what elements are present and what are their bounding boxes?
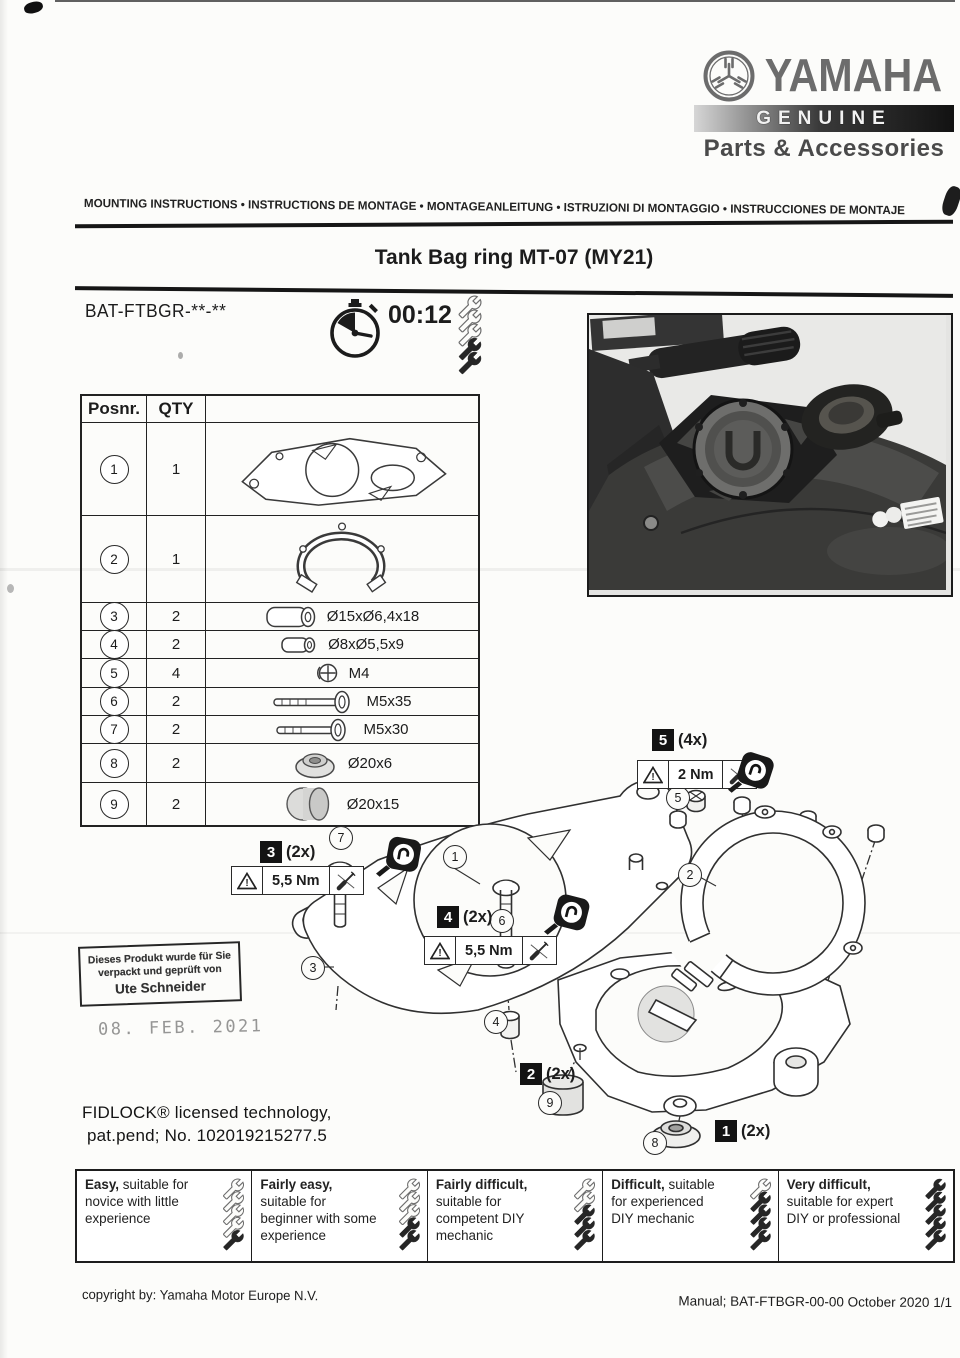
- torque-spec-3: [231, 866, 364, 895]
- part-spec: M5x30: [363, 721, 409, 738]
- torque-value: 5,5 Nm: [262, 867, 329, 894]
- part-illustration-spacer-large: [206, 603, 478, 630]
- pos-badge: 9: [100, 790, 129, 819]
- scan-artifact-top-edge: [55, 0, 955, 2]
- table-row: [82, 603, 478, 631]
- torx-tool-icon: [540, 894, 596, 942]
- col-illustration: [206, 396, 478, 422]
- part-illustration-nut: [206, 659, 478, 687]
- callout-9: 9: [538, 1091, 562, 1115]
- step-count: (4x): [678, 730, 708, 749]
- genuine-banner: GENUINE: [694, 105, 954, 132]
- torx-tool-icon: [372, 836, 428, 884]
- callout-5: 5: [666, 786, 690, 810]
- table-row: [82, 631, 478, 659]
- step-count: (2x): [546, 1064, 576, 1083]
- torque-spec-4: [424, 936, 557, 965]
- manual-reference: Manual; BAT-FTBGR-00-00 October 2020 1/1: [678, 1293, 953, 1311]
- table-row: [82, 688, 478, 716]
- pos-badge: 7: [100, 715, 129, 744]
- qty-cell: 2: [147, 783, 206, 825]
- warning-triangle-icon: [232, 867, 262, 894]
- qty-cell: 1: [147, 516, 206, 602]
- pos-badge: 3: [100, 602, 129, 631]
- step-label-1: [715, 1120, 770, 1142]
- table-row: [82, 516, 478, 603]
- scan-edge-shadow: [0, 0, 8, 1358]
- difficulty-desc: suitable for beginner with some experience: [260, 1193, 377, 1243]
- torque-value: 2 Nm: [668, 761, 722, 788]
- qty-cell: 2: [147, 716, 206, 743]
- wrench-rating-icon: [570, 1178, 599, 1253]
- warning-triangle-icon: [425, 937, 455, 964]
- difficulty-fairly-difficult: [428, 1171, 603, 1261]
- qty-cell: 2: [147, 744, 206, 782]
- header-rule: [75, 220, 953, 229]
- pos-badge: 4: [100, 630, 129, 659]
- part-spec: Ø20x15: [346, 795, 400, 813]
- difficulty-desc: suitable for expert DIY or professional: [786, 1193, 901, 1226]
- wrench-rating-icon: [746, 1178, 775, 1253]
- step-label-4: [437, 906, 492, 928]
- wrench-rating-icon: [219, 1178, 248, 1253]
- parts-accessories-label: Parts & Accessories: [703, 135, 945, 162]
- callout-6: 6: [490, 909, 514, 933]
- stamp-line: verpackt und geprüft von: [97, 963, 222, 980]
- part-spec: M4: [348, 664, 370, 682]
- fidlock-line2: pat.pend; No. 102019215277.5: [87, 1125, 328, 1145]
- table-header-row: [82, 396, 478, 423]
- scan-artifact-corner-mark: [23, 0, 44, 15]
- pos-badge: 8: [100, 749, 129, 778]
- qty-cell: 2: [147, 631, 206, 658]
- callout-7: 7: [329, 826, 353, 850]
- col-posnr: Posnr.: [82, 396, 147, 422]
- screwdriver-icon: [329, 867, 363, 894]
- exploded-diagram: [228, 718, 960, 1170]
- part-illustration-ring: [206, 516, 478, 602]
- difficulty-label: Fairly difficult,: [435, 1177, 528, 1192]
- part-illustration-screw-long: [206, 688, 478, 715]
- scan-speck: [178, 352, 183, 359]
- step-number: 4: [437, 906, 459, 928]
- effort-wrench-rating: [454, 295, 486, 377]
- page-title: Tank Bag ring MT-07 (MY21): [374, 246, 654, 269]
- difficulty-easy: [77, 1171, 252, 1261]
- scan-speck: [7, 584, 14, 593]
- part-illustration-bracket: [206, 423, 478, 515]
- part-spec: Ø15xØ6,4x18: [326, 608, 420, 625]
- callout-2: 2: [678, 863, 702, 887]
- step-number: 1: [715, 1120, 737, 1142]
- qty-cell: 1: [147, 423, 206, 515]
- pos-badge: 1: [100, 455, 129, 484]
- step-label-2: [520, 1063, 575, 1085]
- step-count: (2x): [286, 842, 316, 861]
- torque-value: 5,5 Nm: [455, 937, 522, 964]
- callout-4: 4: [484, 1010, 508, 1034]
- difficulty-label: Easy,: [85, 1177, 119, 1192]
- assembly-time-block: [326, 297, 476, 383]
- part-code: BAT-FTBGR-**-**: [85, 301, 227, 321]
- pos-badge: 2: [100, 545, 129, 574]
- step-label-5: [652, 729, 707, 751]
- part-spec: Ø8xØ5,5x9: [328, 636, 404, 653]
- diagram-line-art: [228, 718, 960, 1170]
- qty-cell: 2: [147, 688, 206, 715]
- qty-cell: 2: [147, 603, 206, 630]
- part-spec: M5x35: [366, 693, 412, 710]
- brand-wordmark: YAMAHA: [764, 49, 942, 102]
- copyright-text: copyright by: Yamaha Motor Europe N.V.: [81, 1287, 319, 1304]
- step-number: 2: [520, 1063, 542, 1085]
- step-label-3: [260, 841, 315, 863]
- col-qty: QTY: [147, 396, 206, 422]
- part-spec: Ø20x6: [347, 754, 393, 772]
- difficulty-label: Fairly easy,: [260, 1177, 333, 1192]
- step-count: (2x): [741, 1121, 771, 1140]
- part-illustration-spacer-small: [206, 631, 478, 658]
- difficulty-very-difficult: [779, 1171, 953, 1261]
- stamp-packer-name: Ute Schneider: [114, 978, 207, 997]
- qty-cell: 4: [147, 659, 206, 687]
- fidlock-line1: FIDLOCK® licensed technology,: [82, 1103, 332, 1122]
- callout-8: 8: [643, 1131, 667, 1155]
- languages-line: MOUNTING INSTRUCTIONS • INSTRUCTIONS DE MONTAGE • MONTAGEANLEITUNG • ISTRUZIONI DI MONTAGGIO • INSTRUCCIONES DE MONTAJE: [83, 196, 906, 218]
- table-row: [82, 423, 478, 516]
- callout-3: 3: [301, 956, 325, 980]
- packing-stamp: [78, 941, 242, 1007]
- assembly-time: 00:12: [388, 301, 452, 329]
- difficulty-label: Very difficult,: [786, 1177, 871, 1192]
- difficulty-fairly-easy: [252, 1171, 427, 1261]
- difficulty-difficult: [603, 1171, 778, 1261]
- wrench-rating-icon: [921, 1178, 950, 1253]
- warning-triangle-icon: [638, 761, 668, 788]
- difficulty-desc: suitable for competent DIY mechanic: [435, 1193, 525, 1243]
- date-stamp: 08. FEB. 2021: [97, 1016, 264, 1040]
- step-number: 5: [652, 729, 674, 751]
- difficulty-label: Difficult,: [611, 1177, 665, 1192]
- title-rule: [75, 286, 953, 298]
- table-row: [82, 659, 478, 688]
- step-number: 3: [260, 841, 282, 863]
- difficulty-legend: [75, 1169, 955, 1263]
- torx-tool-icon: [724, 752, 780, 800]
- yamaha-logo-block: [692, 50, 956, 163]
- product-photo: [587, 313, 953, 597]
- difficulty-desc: suitable for experienced DIY mechanic: [611, 1177, 715, 1226]
- pos-badge: 6: [100, 687, 129, 716]
- difficulty-desc: suitable for novice with little experience: [85, 1177, 189, 1226]
- step-count: (2x): [463, 907, 493, 926]
- yamaha-tuning-fork-icon: [703, 50, 755, 102]
- callout-1: 1: [443, 845, 467, 869]
- stamp-line: Dieses Produkt wurde für Sie: [87, 950, 232, 967]
- pos-badge: 5: [100, 659, 129, 688]
- wrench-rating-icon: [395, 1178, 424, 1253]
